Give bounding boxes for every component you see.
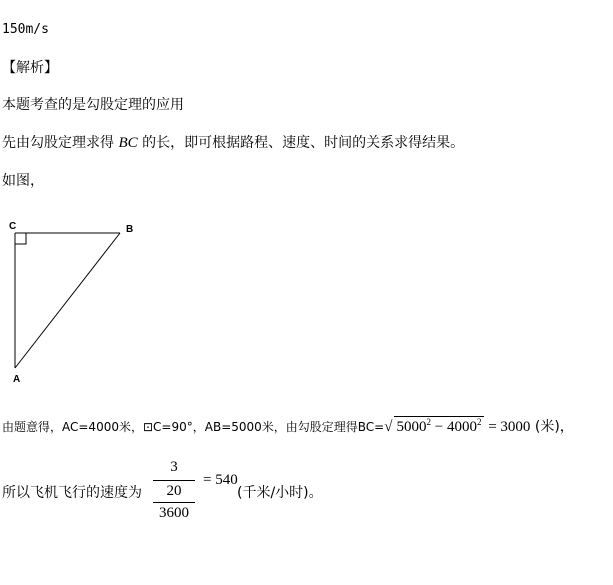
- figure-intro: 如图，: [2, 173, 44, 189]
- vertex-label-a: A: [13, 374, 21, 385]
- sqrt-expression: [384, 416, 484, 437]
- method-line: [2, 134, 464, 152]
- radicand-b-exp: 2: [476, 417, 482, 427]
- radicand-a-exp: 2: [426, 417, 431, 427]
- given-line: [2, 416, 574, 437]
- radicand-minus: −: [430, 419, 447, 435]
- method-text-after: 的长，即可根据路程、速度、时间的关系求得结果。: [142, 135, 465, 151]
- method-variable: BC: [118, 135, 138, 151]
- speed-label: 所以飞机飞行的速度为: [2, 485, 142, 501]
- vertex-label-c: C: [9, 221, 17, 232]
- topic-line: 本题考查的是勾股定理的应用: [2, 97, 184, 113]
- radical-sign: √: [384, 419, 393, 435]
- right-angle-mark: [15, 233, 26, 244]
- given-angle-text: C=90°，AB=5000米，由勾股定理得BC=: [153, 420, 385, 434]
- fraction-numerator: 3: [170, 459, 178, 475]
- radicand-b: 4000: [446, 419, 477, 435]
- vertex-label-b: B: [126, 224, 134, 235]
- speed-unit: (千米/小时)。: [237, 485, 323, 501]
- angle-symbol: ⊡: [142, 420, 154, 434]
- fraction-inner-denominator: 3600: [159, 505, 189, 521]
- given-text: 由题意得，AC=4000米，: [2, 420, 143, 434]
- given-unit: (米)，: [534, 419, 574, 435]
- given-result: = 3000: [484, 419, 531, 435]
- answer-line: 150m/s: [2, 22, 49, 37]
- section-title: 【解析】: [2, 60, 58, 76]
- radicand-a: 5000: [396, 419, 427, 435]
- fraction-inner-numerator: 20: [166, 483, 182, 499]
- method-text-before: 先由勾股定理求得: [2, 135, 114, 151]
- speed-result: = 540: [203, 472, 238, 488]
- fraction-inner-bar: [153, 502, 195, 503]
- fraction-main-bar: [153, 480, 195, 481]
- radicand: [394, 416, 484, 437]
- right-triangle-figure: [0, 215, 150, 390]
- side-ab: [15, 233, 120, 368]
